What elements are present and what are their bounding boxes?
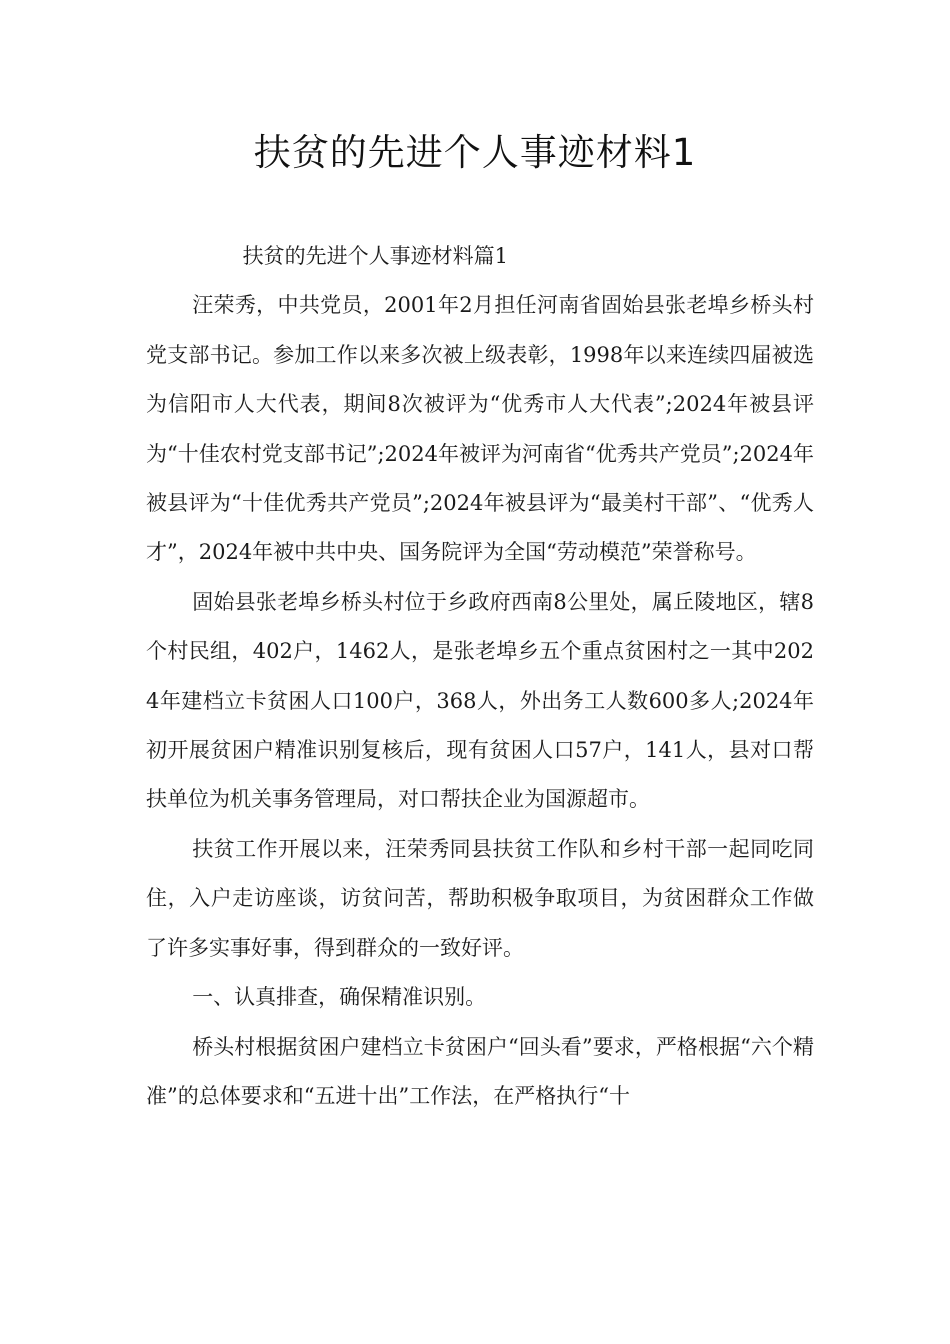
paragraph-2: 固始县张老埠乡桥头村位于乡政府西南8公里处，属丘陵地区，辖8个村民组，402户，1462人，是张老埠乡五个重点贫困村之一其中2024年建档立卡贫困人口100户，368人，外出务工人数600多人;2024年初开展贫困户精准识别复核后，现有贫困人口57户，141人，县对口帮扶单位为机关事务管理局，对口帮扶企业为国源超市。 (146, 589, 814, 812)
document-title: 扶贫的先进个人事迹材料1 (253, 131, 697, 174)
document-body (146, 232, 814, 1121)
document-subtitle: 扶贫的先进个人事迹材料篇1 (242, 244, 508, 268)
section-heading: 一、认真排查，确保精准识别。 (192, 985, 487, 1010)
paragraph-1: 汪荣秀，中共党员，2001年2月担任河南省固始县张老埠乡桥头村党支部书记。参加工作以来多次被上级表彰，1998年以来连续四届被选为信阳市人大代表，期间8次被评为“优秀市人大代表”;2024年被县评为“十佳农村党支部书记”;2024年被评为河南省“优秀共产党员”;2024年被县评为“十佳优秀共产党员”;2024年被县评为“最美村干部”、“优秀人才”，2024年被中共中央、国务院评为全国“劳动模范”荣誉称号。 (146, 293, 814, 565)
section-paragraph: 桥头村根据贫困户建档立卡贫困户“回头看”要求，严格根据“六个精准”的总体要求和“五进十出”工作法，在严格执行“十 (146, 1034, 814, 1108)
paragraph-3: 扶贫工作开展以来，汪荣秀同县扶贫工作队和乡村干部一起同吃同住，入户走访座谈，访贫问苦，帮助积极争取项目，为贫困群众工作做了许多实事好事，得到群众的一致好评。 (146, 836, 814, 960)
